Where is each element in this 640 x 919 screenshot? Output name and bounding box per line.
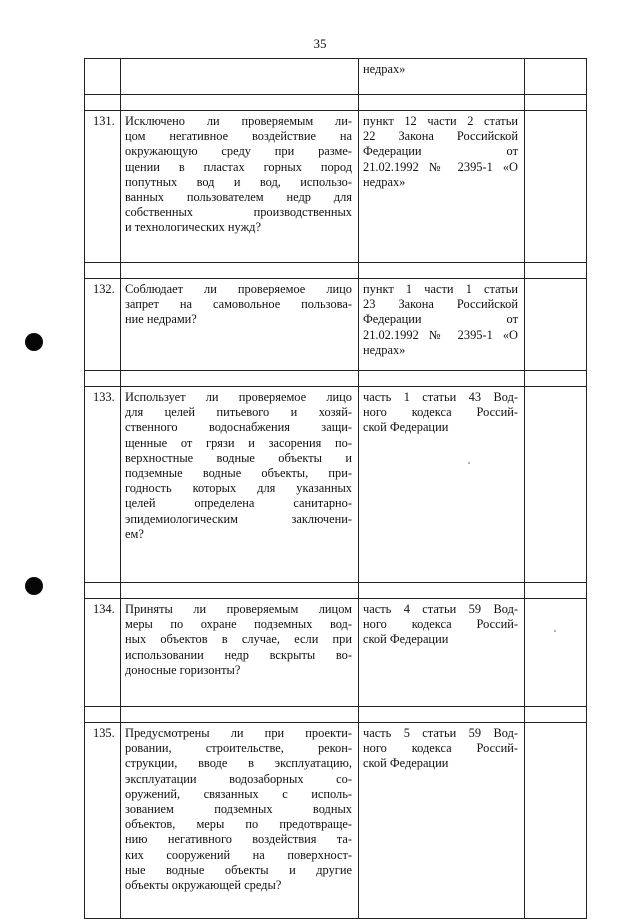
question-line: годность которых для указанных: [125, 481, 352, 496]
question-line: струкции, вводе в эксплуатацию,: [125, 756, 352, 771]
spacer-cell: [525, 583, 587, 599]
question-line: оружений, связанных с исполь-: [125, 786, 352, 801]
question-line: Приняты ли проверяемым лицом: [125, 602, 352, 616]
binder-hole-bottom: [25, 577, 43, 595]
legal-reference-cell: [359, 279, 525, 371]
legal-reference-cell: [359, 387, 525, 583]
question-line: ем?: [125, 526, 144, 541]
question-line: Исключено ли проверяемым ли-: [125, 114, 352, 128]
row-spacer: [85, 371, 587, 387]
reference-line: 22 Закона Российской: [363, 129, 518, 144]
spacer-cell: [359, 263, 525, 279]
spacer-cell: [121, 583, 359, 599]
reference-line: 21.02.1992 № 2395-1 «О: [363, 159, 518, 174]
question-line: попутных вод и вод, использо-: [125, 174, 352, 189]
spacer-cell: [121, 95, 359, 111]
reference-line: ного кодекса Россий-: [363, 617, 518, 632]
question-line: Соблюдает ли проверяемое лицо: [125, 282, 352, 296]
item-number: 135.: [85, 723, 121, 919]
question-line: доносные горизонты?: [125, 662, 241, 677]
notes-cell: [525, 111, 587, 263]
question-line: объектов, меры по предотвраще-: [125, 817, 352, 832]
spacer-cell: [85, 707, 121, 723]
spacer-cell: [525, 371, 587, 387]
item-number: [85, 59, 121, 95]
spacer-cell: [525, 95, 587, 111]
question-line: ких сооружений на поверхност-: [125, 847, 352, 862]
row-spacer: [85, 707, 587, 723]
question-line: для целей питьевого и хозяй-: [125, 405, 352, 420]
question-line: использовании недр вскрыты во-: [125, 647, 352, 662]
reference-line: недрах»: [363, 62, 406, 76]
question-cell: [121, 279, 359, 371]
question-line: зованием подземных водных: [125, 802, 352, 817]
question-line: и технологических нужд?: [125, 220, 261, 235]
question-cell: [121, 387, 359, 583]
reference-line: пункт 1 части 1 статьи: [363, 282, 518, 296]
row-spacer: [85, 583, 587, 599]
reference-line: ного кодекса Россий-: [363, 741, 518, 756]
reference-line: 21.02.1992 № 2395-1 «О: [363, 327, 518, 342]
question-line: верхностные водные объекты и: [125, 450, 352, 465]
item-number: 132.: [85, 279, 121, 371]
spacer-cell: [85, 371, 121, 387]
reference-line: 23 Закона Российской: [363, 297, 518, 312]
question-line: эксплуатации водозаборных со-: [125, 771, 352, 786]
reference-line: Федерации от: [363, 312, 518, 327]
spacer-cell: [359, 583, 525, 599]
reference-line: часть 1 статьи 43 Вод-: [363, 390, 518, 404]
table-row: [85, 279, 587, 371]
question-line: подземные водные объекты, при-: [125, 466, 352, 481]
reference-line: пункт 12 части 2 статьи: [363, 114, 518, 128]
question-line: ровании, строительстве, рекон-: [125, 741, 352, 756]
legal-reference-cell: [359, 111, 525, 263]
notes-cell: [525, 599, 587, 707]
table-row: [85, 723, 587, 919]
spacer-cell: [359, 371, 525, 387]
question-line: объекты окружающей среды?: [125, 878, 282, 893]
question-line: цом негативное воздействие на: [125, 129, 352, 144]
question-line: целей определена санитарно-: [125, 496, 352, 511]
reference-line: недрах»: [363, 342, 406, 357]
question-line: ние недрами?: [125, 312, 197, 327]
question-line: ных объектов в случае, если при: [125, 632, 352, 647]
table-row: [85, 387, 587, 583]
notes-cell: [525, 279, 587, 371]
spacer-cell: [525, 707, 587, 723]
spacer-cell: [85, 263, 121, 279]
spacer-cell: [121, 707, 359, 723]
reference-line: ской Федерации: [363, 756, 449, 771]
table-row: [85, 599, 587, 707]
legal-reference-cell: [359, 723, 525, 919]
question-line: Предусмотрены ли при проекти-: [125, 726, 352, 740]
question-line: ные водные объекты и другие: [125, 862, 352, 877]
item-number: 133.: [85, 387, 121, 583]
question-line: щении в пластах горных пород: [125, 159, 352, 174]
row-spacer: [85, 263, 587, 279]
table-row: [85, 111, 587, 263]
question-line: меры по охране подземных вод-: [125, 617, 352, 632]
question-line: запрет на самовольное пользова-: [125, 297, 352, 312]
question-line: ванных пользователем недр для: [125, 190, 352, 205]
reference-line: недрах»: [363, 174, 406, 189]
question-cell: [121, 599, 359, 707]
question-line: Использует ли проверяемое лицо: [125, 390, 352, 404]
table-row: [85, 59, 587, 95]
reference-line: ного кодекса Россий-: [363, 405, 518, 420]
reference-line: ской Федерации: [363, 632, 449, 647]
notes-cell: [525, 387, 587, 583]
question-line: щенные от грязи и засорения по-: [125, 435, 352, 450]
notes-cell: [525, 59, 587, 95]
reference-line: ской Федерации: [363, 420, 449, 435]
question-line: окружающую среду при разме-: [125, 144, 352, 159]
spacer-cell: [121, 371, 359, 387]
notes-cell: [525, 723, 587, 919]
spacer-cell: [525, 263, 587, 279]
question-line: эпидемиологическим заключени-: [125, 511, 352, 526]
checklist-table: [84, 58, 587, 919]
spacer-cell: [359, 707, 525, 723]
legal-reference-cell: [359, 599, 525, 707]
question-line: нию негативного воздействия та-: [125, 832, 352, 847]
spacer-cell: [85, 583, 121, 599]
row-spacer: [85, 95, 587, 111]
question-cell: [121, 59, 359, 95]
page-number: 35: [313, 36, 327, 51]
spacer-cell: [359, 95, 525, 111]
question-line: ственного водоснабжения защи-: [125, 420, 352, 435]
question-cell: [121, 723, 359, 919]
question-cell: [121, 111, 359, 263]
reference-line: Федерации от: [363, 144, 518, 159]
binder-hole-top: [25, 333, 43, 351]
question-line: собственных производственных: [125, 205, 352, 220]
spacer-cell: [121, 263, 359, 279]
item-number: 131.: [85, 111, 121, 263]
legal-reference-cell: [359, 59, 525, 95]
reference-line: часть 4 статьи 59 Вод-: [363, 602, 518, 616]
reference-line: часть 5 статьи 59 Вод-: [363, 726, 518, 740]
item-number: 134.: [85, 599, 121, 707]
spacer-cell: [85, 95, 121, 111]
